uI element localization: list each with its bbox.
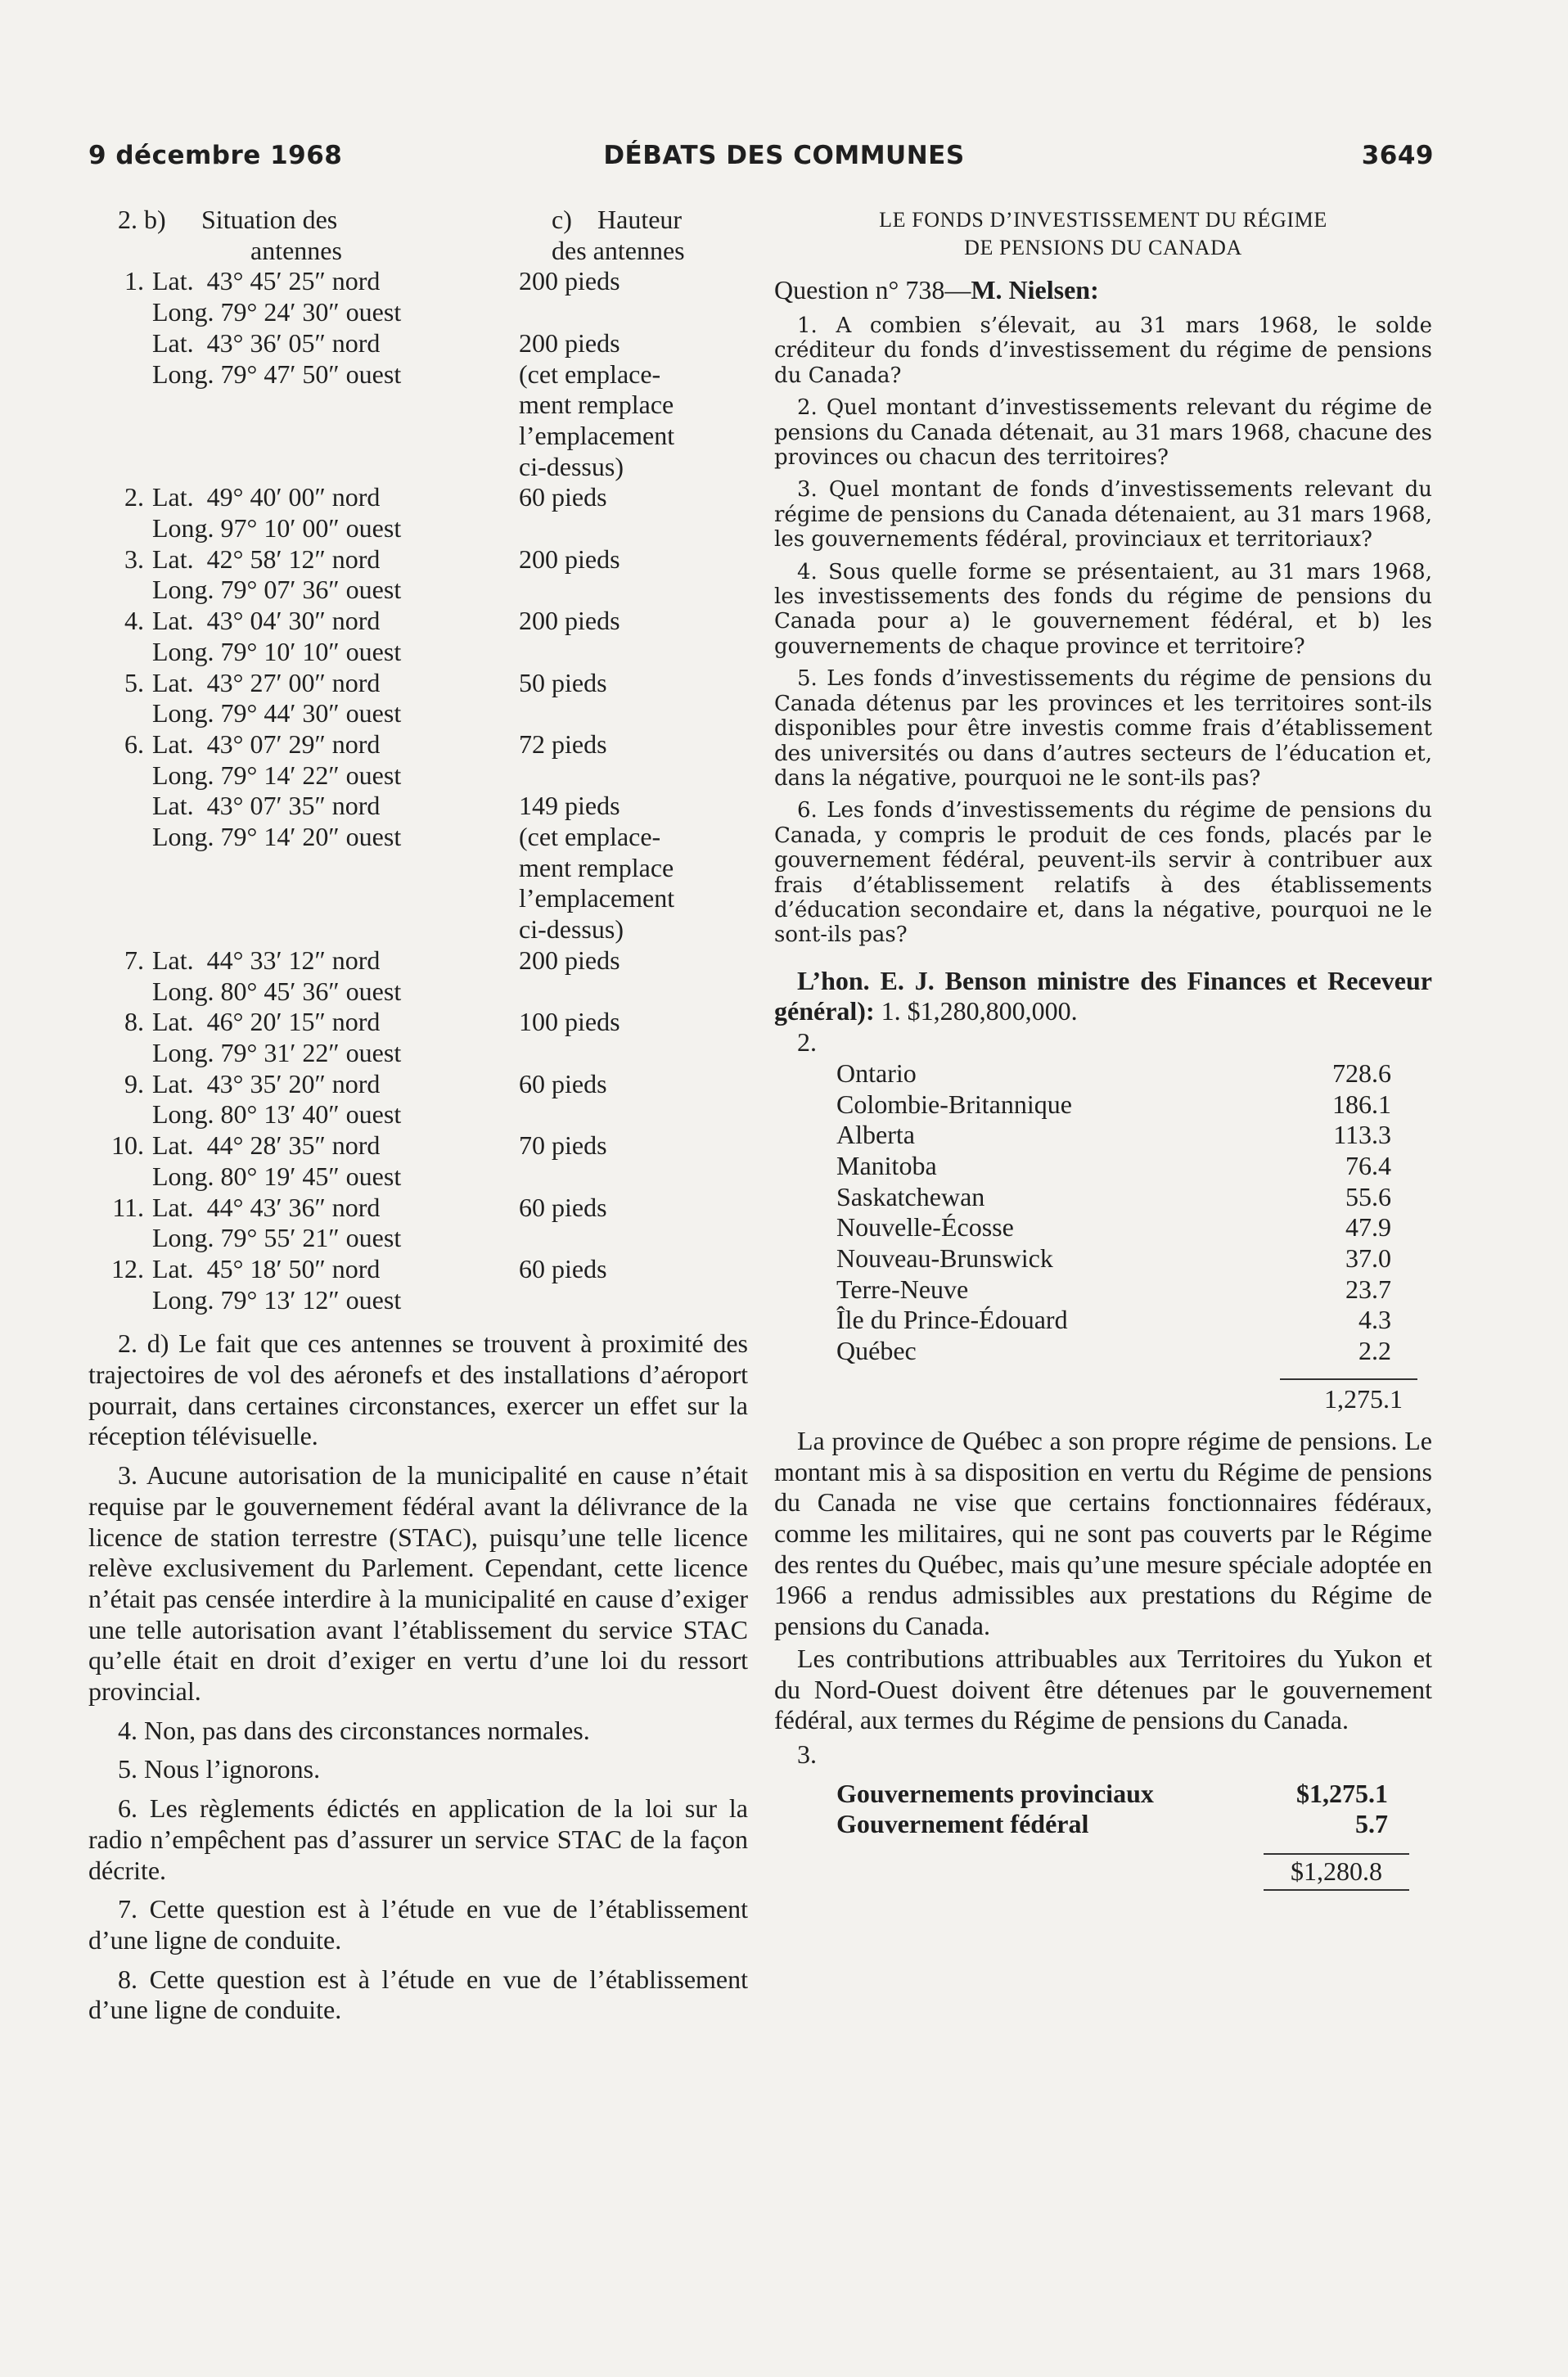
antenna-height bbox=[519, 760, 740, 792]
page-number: 3649 bbox=[1361, 141, 1434, 170]
antenna-height: 200 pieds bbox=[519, 327, 620, 358]
antenna-number bbox=[88, 297, 152, 328]
antenna-coordinates: Long. 79° 47′ 50″ ouest bbox=[152, 359, 402, 389]
antenna-height: 149 pieds bbox=[519, 791, 620, 821]
province-name: Île du Prince-Édouard bbox=[836, 1305, 1068, 1335]
antenna-coordinates: Lat. 44° 43′ 36″ nord bbox=[152, 1192, 381, 1222]
antenna-row bbox=[88, 1161, 748, 1193]
antenna-coordinates: Long. 79° 44′ 30″ ouest bbox=[152, 698, 402, 728]
antenna-height: 200 pieds bbox=[519, 606, 620, 636]
antenna-coordinates: Lat. 45° 18′ 50″ nord bbox=[152, 1253, 381, 1283]
antenna-row bbox=[88, 1193, 748, 1224]
antenna-coordinates: Long. 79° 14′ 22″ ouest bbox=[152, 760, 402, 790]
antenna-row bbox=[88, 1254, 748, 1285]
antenna-number bbox=[88, 513, 152, 544]
government-name: Gouvernements provinciaux bbox=[836, 1778, 1154, 1808]
antenna-number: 1. bbox=[124, 266, 144, 296]
antenna-coordinates: Lat. 42° 58′ 12″ nord bbox=[152, 544, 381, 574]
explanation-paragraph: Les contributions attribuables aux Territoires du Yukon et du Nord-Ouest doivent être détenues par le gouvernement fédéral, aux termes du Régime de pensions du Canada. bbox=[774, 1643, 1432, 1735]
total-rule bbox=[1280, 1378, 1417, 1380]
antenna-coordinates: Long. 80° 13′ 40″ ouest bbox=[152, 1099, 402, 1130]
antenna-height bbox=[519, 698, 740, 729]
antenna-number: 11. bbox=[112, 1192, 144, 1222]
question-item: 5. Les fonds d’investissements du régime de pensions du Canada détenus par les provinces et les territoires sont-ils disponibles pour être investis comme frais d’établissement des universités ou dans d’autres secteurs de l’éducation et, dans la négative, pourquoi ne le sont-ils pas? bbox=[774, 666, 1432, 791]
antenna-height: (cet emplace- bbox=[519, 359, 661, 389]
antenna-height: 200 pieds bbox=[519, 945, 620, 975]
province-table bbox=[836, 1058, 1406, 1367]
answer-heading bbox=[774, 966, 1432, 1027]
question-item: 2. Quel montant d’investissements relevant du régime de pensions du Canada détenait, au 31 mars 1968, chacune des provinces ou chacun des territoires? bbox=[774, 395, 1432, 471]
question-list bbox=[774, 313, 1432, 948]
antenna-row bbox=[88, 637, 748, 668]
section-title-line2: DE PENSIONS DU CANADA bbox=[964, 236, 1242, 259]
antenna-height bbox=[519, 1099, 740, 1130]
province-value: 186.1 bbox=[1332, 1089, 1391, 1119]
antenna-table-header bbox=[88, 205, 748, 236]
page-title: DÉBATS DES COMMUNES bbox=[603, 141, 965, 170]
header-c-label: Hauteur bbox=[597, 205, 683, 234]
antenna-height: 60 pieds bbox=[519, 1253, 607, 1283]
province-row bbox=[836, 1089, 1406, 1121]
header-c-line2: des antennes bbox=[552, 235, 685, 265]
antenna-number bbox=[88, 359, 152, 390]
antenna-row bbox=[88, 1130, 748, 1161]
antenna-row bbox=[88, 606, 748, 637]
section-title-line1: LE FONDS D’INVESTISSEMENT DU RÉGIME bbox=[879, 208, 1327, 232]
antenna-coordinates: Long. 80° 19′ 45″ ouest bbox=[152, 1161, 402, 1191]
antenna-coordinates: Long. 97° 10′ 00″ ouest bbox=[152, 513, 402, 544]
antenna-coordinates bbox=[152, 452, 519, 483]
antenna-rows bbox=[88, 266, 748, 1315]
antenna-coordinates: Lat. 49° 40′ 00″ nord bbox=[152, 482, 381, 512]
antenna-row bbox=[88, 853, 748, 884]
antenna-height: ment remplace bbox=[519, 390, 674, 420]
government-value: 5.7 bbox=[1355, 1809, 1388, 1839]
province-name: Ontario bbox=[836, 1058, 917, 1088]
antenna-coordinates: Long. 79° 24′ 30″ ouest bbox=[152, 297, 402, 327]
antenna-height: 60 pieds bbox=[519, 482, 607, 512]
antenna-table-header-2 bbox=[88, 236, 748, 267]
answer-1: 1. $1,280,800,000. bbox=[881, 996, 1078, 1026]
antenna-number bbox=[88, 1099, 152, 1130]
province-row bbox=[836, 1336, 1406, 1367]
antenna-row bbox=[88, 513, 748, 544]
antenna-height: 100 pieds bbox=[519, 1007, 620, 1037]
page-date: 9 décembre 1968 bbox=[88, 141, 343, 170]
antenna-coordinates: Lat. 43° 07′ 29″ nord bbox=[152, 728, 381, 759]
antenna-row bbox=[88, 390, 748, 421]
antenna-row bbox=[88, 791, 748, 822]
antenna-coordinates: Lat. 43° 04′ 30″ nord bbox=[152, 606, 381, 636]
province-value: 728.6 bbox=[1332, 1058, 1391, 1088]
antenna-number bbox=[88, 1223, 152, 1254]
antenna-coordinates: Lat. 43° 07′ 35″ nord bbox=[152, 791, 381, 821]
antenna-height bbox=[519, 1038, 740, 1069]
province-value: 113.3 bbox=[1333, 1120, 1391, 1150]
province-row bbox=[836, 1274, 1406, 1306]
antenna-row bbox=[88, 1038, 748, 1069]
antenna-row bbox=[88, 822, 748, 853]
antenna-coordinates: Lat. 43° 27′ 00″ nord bbox=[152, 667, 381, 697]
antenna-height: ci-dessus) bbox=[519, 914, 624, 945]
antenna-height: 200 pieds bbox=[519, 266, 620, 296]
antenna-height bbox=[519, 1161, 740, 1193]
antenna-row bbox=[88, 544, 748, 575]
antenna-number bbox=[88, 822, 152, 853]
antenna-row bbox=[88, 297, 748, 328]
antenna-number: 6. bbox=[124, 728, 144, 759]
antenna-height: l’emplacement bbox=[519, 420, 675, 450]
antenna-height bbox=[519, 297, 740, 328]
province-row bbox=[836, 1182, 1406, 1213]
antenna-height: 70 pieds bbox=[519, 1130, 607, 1161]
antenna-number: 4. bbox=[124, 606, 144, 636]
province-name: Saskatchewan bbox=[836, 1181, 985, 1211]
final-underline bbox=[1264, 1889, 1409, 1891]
province-name: Alberta bbox=[836, 1120, 915, 1150]
antenna-height bbox=[519, 637, 740, 668]
province-value: 23.7 bbox=[1345, 1274, 1391, 1304]
header-b-tag: 2. b) bbox=[118, 205, 166, 234]
answer-paragraph: 7. Cette question est à l’étude en vue de l’établissement d’une ligne de conduite. bbox=[88, 1894, 748, 1955]
answer-paragraph: 3. Aucune autorisation de la municipalité en cause n’était requise par le gouvernement fédéral avant la délivrance de la licence de station terrestre (STAC), puisqu’une telle licence relève exclusivement du Parlement. Cependant, cette licence n’était pas censée interdire à la municipalité en cause d’exiger une telle autorisation avant l’établissement du service STAC qu’elle était en droit d’exiger en vertu d’une loi du ressort provincial. bbox=[88, 1460, 748, 1707]
antenna-number bbox=[88, 1161, 152, 1193]
antenna-coordinates: Long. 79° 13′ 12″ ouest bbox=[152, 1284, 402, 1315]
explanation-paragraph: La province de Québec a son propre régime de pensions. Le montant mis à sa disposition en vertu du Régime de pensions du Canada ne vise que certains fonctionnaires fédéraux, comme les militaires, qui ne sont pas couverts par le Régime des rentes du Québec, mais qu’une mesure spéciale adoptée en 1966 a rendus admissibles aux prestations du Régime de pensions du Canada. bbox=[774, 1425, 1432, 1641]
antenna-number: 8. bbox=[124, 1007, 144, 1037]
antenna-row bbox=[88, 729, 748, 760]
antenna-number bbox=[88, 328, 152, 359]
right-column bbox=[774, 206, 1432, 1891]
antenna-coordinates: Lat. 43° 36′ 05″ nord bbox=[152, 327, 381, 358]
antenna-row bbox=[88, 266, 748, 297]
answer-paragraph: 8. Cette question est à l’étude en vue de l’établissement d’une ligne de conduite. bbox=[88, 1964, 748, 2025]
question-item: 1. A combien s’élevait, au 31 mars 1968, le solde créditeur du fonds d’investissement du régime de pensions du Canada? bbox=[774, 313, 1432, 388]
antenna-row bbox=[88, 760, 748, 792]
antenna-height: 50 pieds bbox=[519, 667, 607, 697]
antenna-number bbox=[88, 914, 152, 945]
antenna-coordinates: Long. 79° 10′ 10″ ouest bbox=[152, 636, 402, 666]
left-column bbox=[88, 205, 748, 2026]
antenna-row bbox=[88, 977, 748, 1008]
antenna-number: 2. bbox=[124, 482, 144, 512]
antenna-height: 60 pieds bbox=[519, 1192, 607, 1222]
province-row bbox=[836, 1212, 1406, 1243]
antenna-height: (cet emplace- bbox=[519, 822, 661, 852]
antenna-coordinates bbox=[152, 421, 519, 452]
antenna-height: l’emplacement bbox=[519, 883, 675, 913]
left-answers bbox=[88, 1328, 748, 2026]
antenna-number: 9. bbox=[124, 1068, 144, 1098]
province-row bbox=[836, 1305, 1406, 1336]
antenna-row bbox=[88, 1223, 748, 1254]
antenna-number bbox=[88, 883, 152, 914]
province-name: Colombie-Britannique bbox=[836, 1089, 1072, 1119]
antenna-row bbox=[88, 883, 748, 914]
antenna-coordinates: Lat. 43° 45′ 25″ nord bbox=[152, 266, 381, 296]
government-table bbox=[836, 1779, 1406, 1840]
antenna-row bbox=[88, 1285, 748, 1316]
answer-paragraph: 6. Les règlements édictés en application de la loi sur la radio n’empêchent pas d’assurer un service STAC de la façon décrite. bbox=[88, 1793, 748, 1885]
province-row bbox=[836, 1151, 1406, 1182]
antenna-row bbox=[88, 914, 748, 945]
antenna-coordinates: Long. 79° 14′ 20″ ouest bbox=[152, 822, 402, 852]
province-row bbox=[836, 1058, 1406, 1089]
province-name: Nouvelle-Écosse bbox=[836, 1212, 1014, 1243]
header-b-line2: antennes bbox=[250, 235, 342, 265]
antenna-height: ci-dessus) bbox=[519, 451, 624, 481]
antenna-number bbox=[88, 760, 152, 792]
antenna-height bbox=[519, 977, 740, 1008]
antenna-coordinates: Long. 79° 07′ 36″ ouest bbox=[152, 575, 402, 605]
antenna-number: 7. bbox=[124, 945, 144, 975]
answer-paragraph: 5. Nous l’ignorons. bbox=[118, 1754, 321, 1784]
province-value: 4.3 bbox=[1358, 1305, 1391, 1335]
antenna-coordinates: Long. 79° 55′ 21″ ouest bbox=[152, 1223, 402, 1253]
antenna-row bbox=[88, 1099, 748, 1130]
antenna-number bbox=[88, 791, 152, 822]
antenna-number bbox=[88, 853, 152, 884]
antenna-number: 12. bbox=[111, 1253, 144, 1283]
question-author: M. Nielsen: bbox=[971, 275, 1099, 304]
antenna-height bbox=[519, 575, 740, 606]
antenna-height: 200 pieds bbox=[519, 544, 620, 574]
antenna-coordinates bbox=[152, 883, 519, 914]
antenna-height: 72 pieds bbox=[519, 728, 607, 759]
government-name: Gouvernement fédéral bbox=[836, 1809, 1089, 1839]
antenna-number bbox=[88, 1285, 152, 1316]
question-heading bbox=[774, 273, 1432, 306]
antenna-height: ment remplace bbox=[519, 852, 674, 882]
antenna-number bbox=[88, 390, 152, 421]
governments-total: $1,280.8 bbox=[1291, 1856, 1382, 1887]
antenna-coordinates: Long. 80° 45′ 36″ ouest bbox=[152, 976, 402, 1006]
answer-speaker: L’hon. E. J. Benson ministre des Finances et Receveur général): bbox=[774, 965, 1432, 1026]
antenna-row bbox=[88, 328, 748, 359]
antenna-row bbox=[88, 698, 748, 729]
antenna-row bbox=[88, 668, 748, 699]
antenna-coordinates: Lat. 44° 28′ 35″ nord bbox=[152, 1130, 381, 1161]
province-name: Terre-Neuve bbox=[836, 1274, 969, 1304]
antenna-coordinates: Lat. 46° 20′ 15″ nord bbox=[152, 1007, 381, 1037]
government-value: $1,275.1 bbox=[1296, 1778, 1388, 1808]
answer-paragraph: 2. d) Le fait que ces antennes se trouvent à proximité des trajectoires de vol des aéronefs et des installations d’aéroport pourrait, dans certaines circonstances, exercer un effet sur la réception télévisuelle. bbox=[88, 1328, 748, 1451]
question-label: Question n° 738— bbox=[774, 275, 971, 304]
header-c-tag: c) bbox=[552, 205, 572, 234]
government-row bbox=[836, 1809, 1406, 1840]
antenna-number bbox=[88, 575, 152, 606]
antenna-row bbox=[88, 359, 748, 390]
province-value: 76.4 bbox=[1345, 1150, 1391, 1180]
provinces-total: 1,275.1 bbox=[1324, 1383, 1403, 1414]
right-paragraphs bbox=[774, 1426, 1432, 1736]
antenna-height bbox=[519, 1285, 740, 1316]
antenna-row bbox=[88, 1007, 748, 1038]
antenna-height bbox=[519, 1223, 740, 1254]
antenna-coordinates: Lat. 43° 35′ 20″ nord bbox=[152, 1068, 381, 1098]
antenna-row bbox=[88, 1069, 748, 1100]
answer-3-number: 3. bbox=[797, 1739, 817, 1769]
antenna-coordinates: Long. 79° 31′ 22″ ouest bbox=[152, 1037, 402, 1067]
answer-paragraph: 4. Non, pas dans des circonstances normales. bbox=[118, 1715, 590, 1745]
answer-2-number: 2. bbox=[797, 1027, 817, 1058]
antenna-number bbox=[88, 698, 152, 729]
province-value: 2.2 bbox=[1358, 1336, 1391, 1366]
province-name: Québec bbox=[836, 1336, 917, 1366]
government-row bbox=[836, 1779, 1406, 1810]
question-item: 4. Sous quelle forme se présentaient, au 31 mars 1968, les investissements des fonds du régime de pensions du Canada pour a) le gouvernement fédéral, et b) les gouvernements de chaque province et territoire? bbox=[774, 559, 1432, 659]
antenna-row bbox=[88, 421, 748, 452]
antenna-number bbox=[88, 421, 152, 452]
antenna-row bbox=[88, 482, 748, 513]
province-name: Nouveau-Brunswick bbox=[836, 1243, 1053, 1274]
antenna-coordinates bbox=[152, 853, 519, 884]
province-name: Manitoba bbox=[836, 1150, 937, 1180]
antenna-coordinates bbox=[152, 914, 519, 945]
antenna-number: 3. bbox=[124, 544, 144, 574]
antenna-height bbox=[519, 513, 740, 544]
antenna-coordinates bbox=[152, 390, 519, 421]
province-row bbox=[836, 1243, 1406, 1274]
antenna-coordinates: Lat. 44° 33′ 12″ nord bbox=[152, 945, 381, 975]
antenna-row bbox=[88, 945, 748, 977]
antenna-number bbox=[88, 637, 152, 668]
antenna-number bbox=[88, 452, 152, 483]
province-row bbox=[836, 1120, 1406, 1151]
question-item: 6. Les fonds d’investissements du régime de pensions du Canada, y compris le produit de ces fonds, placés par le gouvernement fédéral, peuvent-ils servir à contribuer aux frais d’établissement relatifs à des établissements d’éducation secondaire et, dans la négative, pourquoi ne le sont-ils pas? bbox=[774, 798, 1432, 948]
antenna-height: 60 pieds bbox=[519, 1068, 607, 1098]
antenna-row bbox=[88, 452, 748, 483]
province-value: 55.6 bbox=[1345, 1181, 1391, 1211]
antenna-number bbox=[88, 1038, 152, 1069]
antenna-number: 5. bbox=[124, 667, 144, 697]
header-b-label: Situation des bbox=[201, 205, 338, 234]
antenna-number bbox=[88, 977, 152, 1008]
antenna-number: 10. bbox=[111, 1130, 144, 1161]
antenna-row bbox=[88, 575, 748, 606]
province-value: 37.0 bbox=[1345, 1243, 1391, 1274]
question-item: 3. Quel montant de fonds d’investissements relevant du régime de pensions du Canada détenaient, au 31 mars 1968, les gouvernements fédéral, provinciaux et territoriaux? bbox=[774, 477, 1432, 553]
province-value: 47.9 bbox=[1345, 1212, 1391, 1243]
